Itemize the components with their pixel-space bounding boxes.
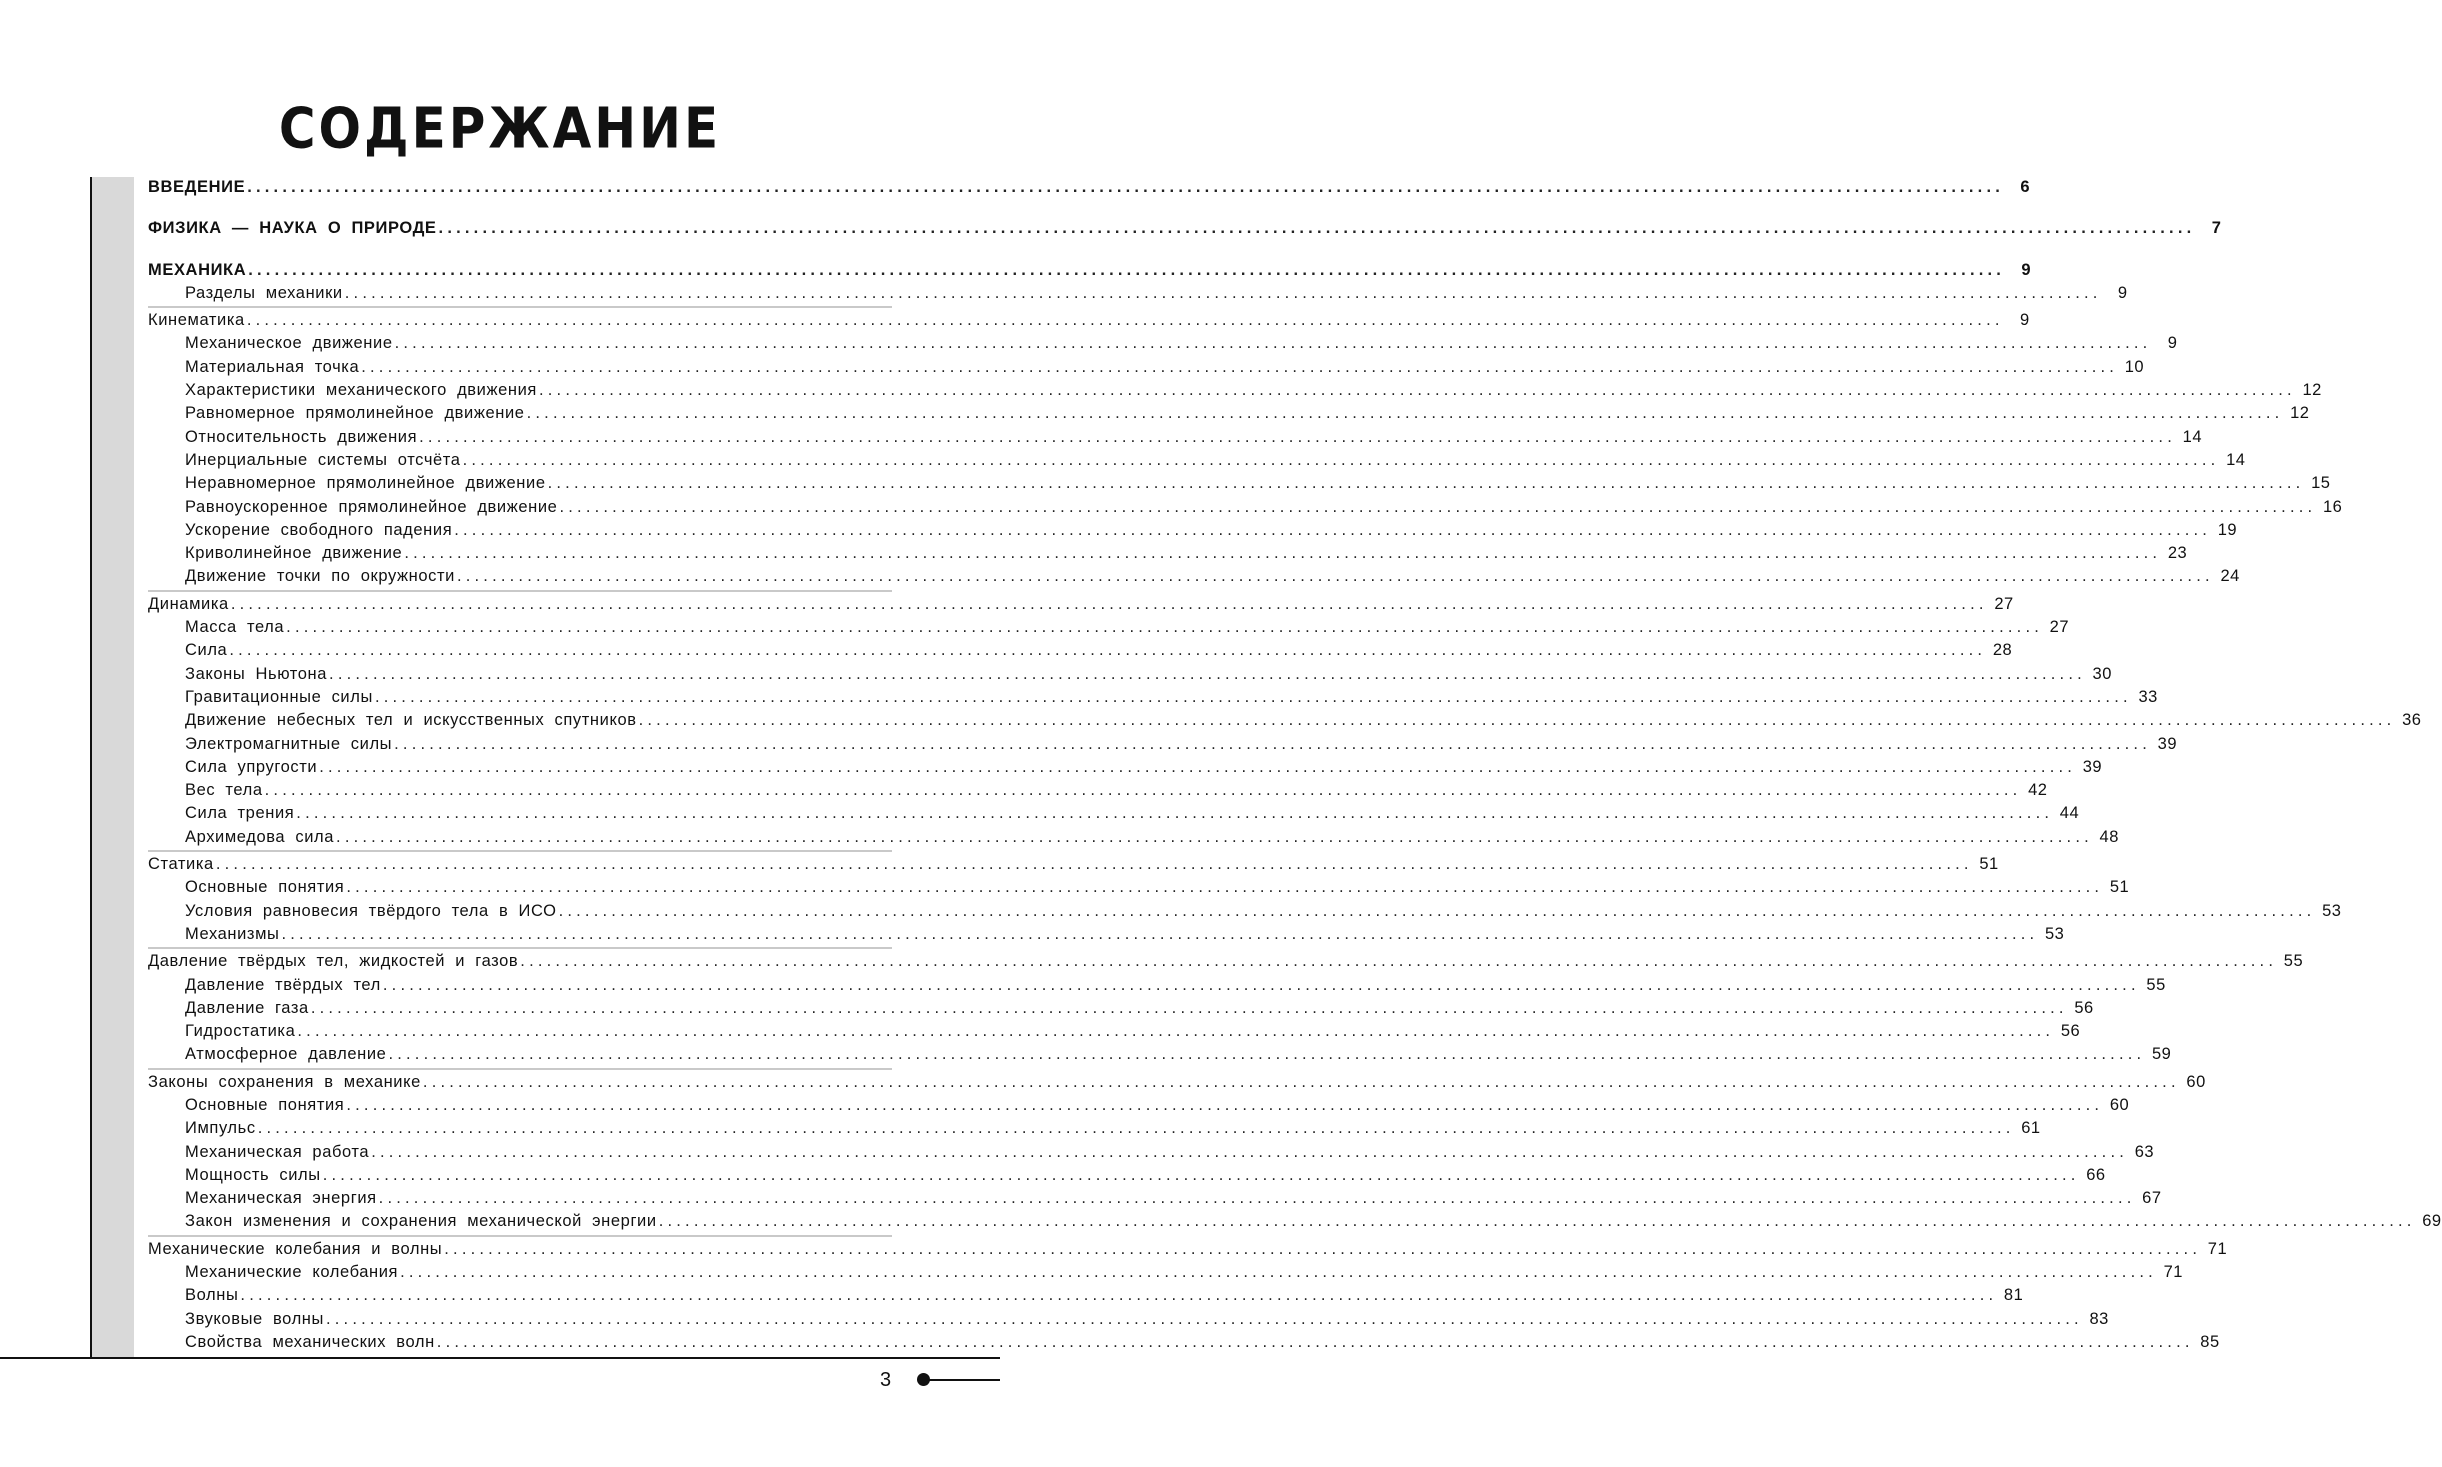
toc-leader: ........................................................................................................................................................................................................ xyxy=(371,1142,2129,1161)
toc-leader: ........................................................................................................................................................................................................ xyxy=(346,1095,2104,1114)
toc-entry[interactable] xyxy=(148,1141,2155,1164)
toc-leader: ........................................................................................................................................................................................................ xyxy=(538,381,2296,400)
toc-label: Гидростатика xyxy=(185,1022,296,1041)
toc-entry[interactable] xyxy=(148,663,2112,686)
toc-label: Сила трения xyxy=(185,804,295,823)
toc-label: Основные понятия xyxy=(185,1095,345,1114)
toc-leader: ........................................................................................................................................................................................................ xyxy=(361,357,2119,376)
toc-leader: ........................................................................................................................................................................................................ xyxy=(325,1309,2083,1328)
toc-page: 83 xyxy=(2089,1309,2109,1328)
toc-page: 27 xyxy=(1994,594,2014,613)
toc-label: Свойства механических волн xyxy=(185,1332,435,1351)
toc-page: 85 xyxy=(2200,1332,2220,1351)
toc-label: Движение небесных тел и искусственных спутников xyxy=(185,711,637,730)
toc-entry-kinematics[interactable] xyxy=(148,309,2030,332)
toc-page: 6 xyxy=(2020,178,2031,196)
toc-label: Динамика xyxy=(148,594,229,613)
section-divider xyxy=(148,306,892,308)
toc-page: 51 xyxy=(2109,878,2130,897)
toc-entry[interactable] xyxy=(148,900,2342,923)
toc-leader: ........................................................................................................................................................................................................ xyxy=(438,219,2196,238)
toc-page: 42 xyxy=(2028,781,2048,800)
toc-page: 55 xyxy=(2146,975,2166,994)
toc-leader: ........................................................................................................................................................................................................ xyxy=(419,427,2176,446)
toc-leader: ........................................................................................................................................................................................................ xyxy=(454,520,2212,539)
toc-label: Сила упругости xyxy=(185,757,318,776)
toc-label: Сила xyxy=(185,641,228,660)
toc-entry[interactable] xyxy=(148,923,2065,946)
toc-leader: ........................................................................................................................................................................................................ xyxy=(296,804,2054,823)
toc-label: Статика xyxy=(148,855,214,874)
toc-label: Импульс xyxy=(185,1119,256,1138)
section-divider xyxy=(148,850,892,852)
toc-label: Мощность силы xyxy=(185,1165,321,1184)
toc-entry[interactable] xyxy=(148,974,2166,997)
toc-entry[interactable] xyxy=(148,876,2130,899)
toc-entry[interactable] xyxy=(148,616,2070,639)
toc-entry-oscillations[interactable] xyxy=(148,1238,2228,1261)
toc-leader: ........................................................................................................................................................................................................ xyxy=(229,641,1987,660)
toc-page: 12 xyxy=(2290,404,2310,423)
toc-page: 9 xyxy=(2019,311,2030,330)
toc-entry-dynamics[interactable] xyxy=(148,593,2014,616)
toc-entry[interactable] xyxy=(148,1043,2172,1066)
toc-label: Давление твёрдых тел xyxy=(185,975,381,994)
toc-entry-statics[interactable] xyxy=(148,853,1999,876)
toc-page: 56 xyxy=(2060,1022,2081,1041)
toc-page: 28 xyxy=(1992,641,2013,660)
toc-label: Вес тела xyxy=(185,781,263,800)
toc-leader: ........................................................................................................................................................................................................ xyxy=(346,878,2104,897)
toc-entry[interactable] xyxy=(148,519,2238,542)
toc-entry[interactable] xyxy=(148,402,2310,425)
toc-page: 81 xyxy=(2003,1286,2024,1305)
toc-entry[interactable] xyxy=(148,1187,2162,1210)
toc-leader: ........................................................................................................................................................................................................ xyxy=(400,1263,2157,1282)
toc-leader: ........................................................................................................................................................................................................ xyxy=(658,1212,2416,1231)
toc-leader: ........................................................................................................................................................................................................ xyxy=(319,757,2077,776)
toc-leader: ........................................................................................................................................................................................................ xyxy=(422,1072,2180,1091)
toc-label: Архимедова сила xyxy=(185,827,335,846)
toc-label: Кинематика xyxy=(148,311,245,330)
toc-label: Условия равновесия твёрдого тела в ИСО xyxy=(185,901,557,920)
toc-label: Давление твёрдых тел, жидкостей и газов xyxy=(148,952,519,971)
toc-entry[interactable] xyxy=(148,496,2343,519)
toc-entry-intro[interactable] xyxy=(148,176,2031,199)
toc-label: Механические колебания xyxy=(185,1263,399,1282)
toc-leader: ........................................................................................................................................................................................................ xyxy=(404,544,2162,563)
toc-page: 7 xyxy=(2211,219,2222,238)
toc-page: 12 xyxy=(2302,381,2322,400)
toc-label: МЕХАНИКА xyxy=(148,260,247,279)
toc-entry[interactable] xyxy=(148,756,2103,779)
toc-entry[interactable] xyxy=(148,1020,2081,1043)
toc-page: 44 xyxy=(2059,804,2080,823)
page-number: 3 xyxy=(880,1369,892,1391)
toc-page: 60 xyxy=(2109,1095,2130,1114)
toc-leader: ........................................................................................................................................................................................................ xyxy=(520,952,2278,971)
toc-page: 63 xyxy=(2134,1142,2155,1161)
toc-entry[interactable] xyxy=(148,709,2422,732)
toc-entry[interactable] xyxy=(148,639,2013,662)
toc-page: 39 xyxy=(2157,734,2177,753)
section-divider xyxy=(148,947,892,949)
toc-entry-mechanics-sections[interactable] xyxy=(148,282,2128,305)
toc-label: Материальная точка xyxy=(185,357,360,376)
toc-entry[interactable] xyxy=(148,826,2119,849)
toc-leader: ........................................................................................................................................................................................................ xyxy=(322,1165,2080,1184)
toc-page: 24 xyxy=(2220,567,2240,586)
toc-page: 51 xyxy=(1979,855,1999,874)
toc-leader: ........................................................................................................................................................................................................ xyxy=(248,260,2006,279)
toc-label: Давление газа xyxy=(185,998,309,1017)
section-divider xyxy=(148,590,892,592)
toc-label: Механическое движение xyxy=(185,334,393,353)
toc-leader: ........................................................................................................................................................................................................ xyxy=(638,711,2396,730)
toc-entry[interactable] xyxy=(148,426,2202,449)
toc-leader: ........................................................................................................................................................................................................ xyxy=(215,855,1973,874)
toc-entry-conservation[interactable] xyxy=(148,1071,2206,1094)
toc-label: Механическая работа xyxy=(185,1142,370,1161)
toc-label: Равномерное прямолинейное движение xyxy=(185,404,525,423)
toc-leader: ........................................................................................................................................................................................................ xyxy=(456,567,2214,586)
toc-entry[interactable] xyxy=(148,379,2322,402)
toc-label: Относительность движения xyxy=(185,427,418,446)
toc-leader: ........................................................................................................................................................................................................ xyxy=(394,334,2152,353)
toc-page: 56 xyxy=(2074,998,2094,1017)
toc-page: 16 xyxy=(2322,497,2343,516)
toc-label: Электромагнитные силы xyxy=(185,734,393,753)
toc-entry[interactable] xyxy=(148,779,2048,802)
toc-entry[interactable] xyxy=(148,997,2094,1020)
toc-page: 53 xyxy=(2322,901,2342,920)
toc-leader: ........................................................................................................................................................................................................ xyxy=(526,404,2284,423)
toc-entry-mechanics[interactable] xyxy=(148,259,2032,282)
toc-entry[interactable] xyxy=(148,1331,2220,1354)
toc-label: Закон изменения и сохранения механической энергии xyxy=(185,1212,657,1231)
toc-page: 48 xyxy=(2099,827,2119,846)
toc-entry[interactable] xyxy=(148,449,2246,472)
toc-entry-physics[interactable] xyxy=(148,217,2222,240)
toc-page: 15 xyxy=(2311,474,2331,493)
toc-label: Характеристики механического движения xyxy=(185,381,537,400)
toc-leader: ........................................................................................................................................................................................................ xyxy=(547,474,2305,493)
toc-page: 55 xyxy=(2283,952,2304,971)
toc-leader: ........................................................................................................................................................................................................ xyxy=(297,1022,2055,1041)
toc-page: 14 xyxy=(2226,450,2246,469)
toc-leader: ........................................................................................................................................................................................................ xyxy=(336,827,2093,846)
toc-entry[interactable] xyxy=(148,472,2331,495)
toc-entry-pressure[interactable] xyxy=(148,950,2304,973)
toc-label: Механические колебания и волны xyxy=(148,1239,443,1258)
toc-label: Гравитационные силы xyxy=(185,687,373,706)
toc-page: 9 xyxy=(2021,260,2032,279)
toc-entry[interactable] xyxy=(148,1308,2109,1331)
toc-leader: ........................................................................................................................................................................................................ xyxy=(394,734,2151,753)
toc-label: ФИЗИКА — НАУКА О ПРИРОДЕ xyxy=(148,219,437,238)
toc-entry[interactable] xyxy=(148,1210,2442,1233)
left-gray-band xyxy=(92,177,134,1357)
toc-leader: ........................................................................................................................................................................................................ xyxy=(286,618,2044,637)
toc-entry[interactable] xyxy=(148,1117,2041,1140)
toc-entry[interactable] xyxy=(148,733,2177,756)
toc-entry[interactable] xyxy=(148,1094,2130,1117)
toc-page: 69 xyxy=(2422,1212,2442,1231)
toc-label: Основные понятия xyxy=(185,878,345,897)
toc-page: 9 xyxy=(2167,334,2178,353)
toc-entry[interactable] xyxy=(148,565,2240,588)
toc-page: 39 xyxy=(2082,757,2103,776)
toc-label: Неравномерное прямолинейное движение xyxy=(185,474,546,493)
toc-page: 61 xyxy=(2021,1119,2041,1138)
table-of-contents xyxy=(148,176,2442,1354)
toc-label: Волны xyxy=(185,1286,239,1305)
toc-leader: ........................................................................................................................................................................................................ xyxy=(388,1045,2146,1064)
toc-page: 60 xyxy=(2186,1072,2206,1091)
toc-leader: ........................................................................................................................................................................................................ xyxy=(310,998,2068,1017)
toc-label: Масса тела xyxy=(185,618,285,637)
toc-page: 14 xyxy=(2182,427,2202,446)
toc-label: Движение точки по окружности xyxy=(185,567,455,586)
toc-leader: ........................................................................................................................................................................................................ xyxy=(281,924,2039,943)
toc-leader: ........................................................................................................................................................................................................ xyxy=(374,687,2132,706)
toc-label: Разделы механики xyxy=(185,283,343,302)
toc-leader: ........................................................................................................................................................................................................ xyxy=(247,178,2005,196)
footer-rule xyxy=(923,1379,1000,1381)
toc-label: Атмосферное давление xyxy=(185,1045,387,1064)
toc-label: Законы Ньютона xyxy=(185,664,328,683)
toc-label: Инерциальные системы отсчёта xyxy=(185,450,461,469)
toc-leader: ........................................................................................................................................................................................................ xyxy=(264,781,2022,800)
toc-page: 71 xyxy=(2207,1239,2228,1258)
toc-page: 33 xyxy=(2138,687,2158,706)
toc-page: 67 xyxy=(2142,1189,2162,1208)
toc-leader: ........................................................................................................................................................................................................ xyxy=(344,283,2102,302)
toc-leader: ........................................................................................................................................................................................................ xyxy=(436,1332,2194,1351)
toc-page: 27 xyxy=(2049,618,2070,637)
page-title: СОДЕРЖАНИЕ xyxy=(278,96,722,161)
toc-label: Звуковые волны xyxy=(185,1309,324,1328)
toc-label: Ускорение свободного падения xyxy=(185,520,453,539)
toc-leader: ........................................................................................................................................................................................................ xyxy=(240,1286,1998,1305)
section-divider xyxy=(148,1235,892,1237)
toc-page: 19 xyxy=(2217,520,2238,539)
toc-label: Механическая энергия xyxy=(185,1189,377,1208)
toc-leader: ........................................................................................................................................................................................................ xyxy=(462,450,2220,469)
bottom-rule xyxy=(0,1357,1000,1359)
toc-leader: ........................................................................................................................................................................................................ xyxy=(257,1119,2015,1138)
toc-page: 10 xyxy=(2124,357,2145,376)
toc-entry[interactable] xyxy=(148,686,2158,709)
toc-leader: ........................................................................................................................................................................................................ xyxy=(382,975,2140,994)
toc-entry[interactable] xyxy=(148,1284,2024,1307)
toc-leader: ........................................................................................................................................................................................................ xyxy=(378,1189,2136,1208)
section-divider xyxy=(148,1068,892,1070)
toc-leader: ........................................................................................................................................................................................................ xyxy=(444,1239,2202,1258)
toc-page: 71 xyxy=(2163,1263,2183,1282)
toc-label: Криволинейное движение xyxy=(185,544,403,563)
toc-entry[interactable] xyxy=(148,802,2080,825)
toc-label: Равноускоренное прямолинейное движение xyxy=(185,497,558,516)
toc-entry[interactable] xyxy=(148,332,2178,355)
toc-page: 9 xyxy=(2117,283,2128,302)
toc-entry[interactable] xyxy=(148,356,2145,379)
toc-leader: ........................................................................................................................................................................................................ xyxy=(230,594,1988,613)
toc-entry[interactable] xyxy=(148,1164,2106,1187)
toc-page: 30 xyxy=(2092,664,2112,683)
toc-leader: ........................................................................................................................................................................................................ xyxy=(246,311,2004,330)
toc-page: 36 xyxy=(2402,711,2422,730)
toc-leader: ........................................................................................................................................................................................................ xyxy=(559,497,2317,516)
toc-label: ВВЕДЕНИЕ xyxy=(148,178,246,196)
toc-leader: ........................................................................................................................................................................................................ xyxy=(558,901,2316,920)
toc-page: 53 xyxy=(2044,924,2065,943)
toc-page: 59 xyxy=(2151,1045,2172,1064)
toc-entry[interactable] xyxy=(148,1261,2183,1284)
toc-page: 23 xyxy=(2167,544,2188,563)
toc-label: Механизмы xyxy=(185,924,280,943)
toc-page: 66 xyxy=(2086,1165,2106,1184)
toc-leader: ........................................................................................................................................................................................................ xyxy=(329,664,2086,683)
toc-entry[interactable] xyxy=(148,542,2188,565)
toc-label: Законы сохранения в механике xyxy=(148,1072,421,1091)
